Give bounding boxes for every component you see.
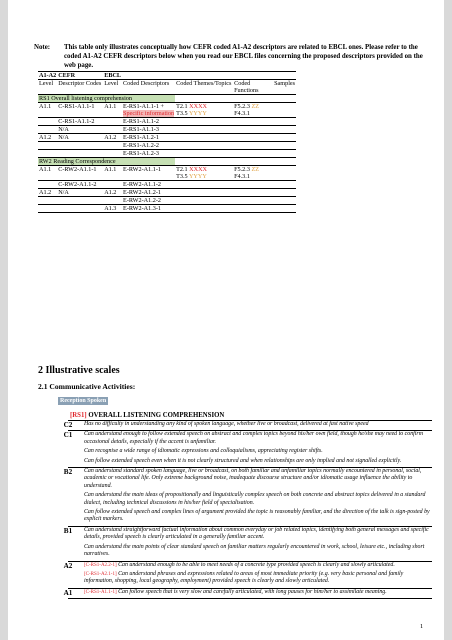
level-descriptors: [84, 527, 432, 559]
level-label: C2: [63, 421, 73, 429]
cell: C-RS1-A1.1-2: [58, 118, 95, 125]
cell: A1.2: [104, 189, 117, 196]
scale-row: [63, 421, 432, 431]
heading-communicative-activities: 2.1 Communicative Activities:: [38, 382, 136, 391]
level-descriptors: [84, 431, 432, 465]
section-heading: [70, 412, 224, 419]
cell-functions: [233, 103, 273, 118]
cell: E-RW2-A1.3-1: [123, 205, 162, 212]
coded-text: E-RS1-A1.1-1 +: [123, 103, 165, 110]
descriptor-text: Can understand the main ideas of propositionally and linguistically complex speech on both concrete and abstract topics delivered in a standard dialect, including technical discussions in his/her field of specialisation.: [84, 492, 426, 506]
theme-red: XXXX: [189, 166, 208, 173]
descriptor-item: [84, 562, 432, 569]
section-tag: [RS1]: [70, 412, 87, 419]
cell: E-RS1-A1.1-2: [123, 118, 159, 125]
descriptor-text: Has no difficulty in understanding any kind of spoken language, whether live or broadcast, delivered at fast native speed: [84, 421, 369, 427]
level-label: B1: [63, 526, 73, 535]
descriptor-item: [84, 492, 432, 507]
cell: A1.2: [39, 189, 52, 196]
descriptor-item: [84, 589, 432, 596]
level-label: A2: [63, 561, 73, 570]
sub-coded-desc: Coded Descriptors: [123, 80, 170, 87]
cell: C-RW2-A1.1-1: [58, 166, 97, 173]
theme-red: XXXX: [189, 103, 208, 110]
function: F4.3.1: [234, 173, 250, 180]
descriptor-scale-table: [63, 420, 432, 599]
descriptor-item: [84, 431, 432, 446]
hdr-a1a2: A1-A2: [39, 72, 57, 79]
descriptor-text: Can understand phrases and expressions related to areas of most immediate priority (e.g. very basic personal and family information, shopping, local geography, employment) provided speech is clearly and slowly articulated.: [84, 570, 404, 585]
function: F4.3.1: [234, 110, 250, 117]
theme: T3.5 YYYY: [176, 110, 207, 117]
cell: E-RW2-A1.2-2: [123, 197, 162, 204]
cell-themes: [175, 103, 233, 118]
section-rs1: RS1 Overall listening comprehension: [38, 95, 175, 103]
correspondence-table: [38, 71, 296, 213]
note-label: Note:: [34, 44, 51, 51]
descriptor-item: [84, 571, 432, 586]
cell: C-RS1-A1.1-1: [58, 103, 95, 110]
descriptor-code: [C-RS1-A1.1-1]: [84, 589, 117, 595]
function: F5.2.3 ZZ: [234, 103, 260, 110]
theme: T2.1 XXXX: [176, 103, 208, 110]
descriptor-item: [84, 448, 432, 455]
cell-themes: [175, 166, 233, 181]
cell: C-RW2-A1.1-2: [58, 181, 97, 188]
descriptor-item: [84, 509, 432, 524]
descriptor-code: [C-RS1-A2.2-1]: [84, 562, 117, 568]
section-title: OVERALL LISTENING COMPREHENSION: [88, 412, 225, 419]
level-descriptors: [84, 468, 432, 524]
descriptor-text: Can understand the main points of clear standard speech on familiar matters regularly encountered in work, school, leisure etc., including short narratives.: [84, 543, 425, 558]
cell: N/A: [58, 134, 69, 141]
cell: E-RW2-A1.1-2: [123, 181, 162, 188]
sub-coded-functions: Coded Functions: [234, 80, 259, 94]
cell: A1.2: [39, 134, 52, 141]
scale-row: [63, 468, 432, 527]
descriptor-text: Can follow extended speech and complex lines of argument provided the topic is reasonably familiar, and the direction of the talk is sign-posted by explicit markers.: [84, 509, 430, 523]
scale-row: [63, 526, 432, 562]
sub-samples: Samples: [274, 80, 296, 87]
sub-desc-codes: Descriptor Codes: [58, 80, 102, 87]
sub-coded-themes: Coded Themes/Topics: [176, 80, 232, 87]
cell: E-RS1-A1.2-2: [123, 142, 159, 149]
level-descriptors: [84, 421, 432, 428]
page-number: 1: [420, 623, 424, 630]
cell-coded: [122, 103, 175, 118]
descriptor-text: Can understand enough to follow extended speech on abstract and complex topics beyond his/her own field, though he/she may need to confirm occasional details, especially if the accent is unfamiliar.: [84, 431, 423, 445]
scale-row: [63, 431, 432, 468]
heading-illustrative-scales: 2 Illustrative scales: [38, 365, 120, 376]
descriptor-text: Can understand straightforward factual information about common everyday or job related topics, identifying both general messages and specific details, provided speech is clearly articulated in a generally familiar accent.: [84, 526, 429, 541]
cell: E-RS1-A1.2-3: [123, 150, 159, 157]
descriptor-item: [84, 527, 432, 542]
level-descriptors: [84, 589, 432, 596]
scale-row: [63, 588, 432, 599]
descriptor-item: [84, 468, 432, 490]
descriptor-text: Can follow extended speech even when it is not clearly structured and when relationships are only implied and not signalled explicitly.: [84, 457, 402, 464]
note-text: This table only illustrates conceptually how CEFR coded A1-A2 descriptors are related to EBCL ones. Please refer to the coded A1-A2 CEFR descriptors below when you read our EBCL files concerning the proposed descriptors provided on the web page.: [64, 44, 423, 69]
cell: E-RS1-A1.2-1: [123, 134, 159, 141]
cell: E-RW2-A1.1-1: [123, 166, 162, 173]
cell-functions: [233, 166, 273, 181]
cell: A1.1: [104, 166, 117, 173]
descriptor-item: [84, 458, 432, 465]
func-orange: ZZ: [251, 103, 260, 110]
document-page: [8, 0, 444, 640]
cell: A1.2: [104, 134, 117, 141]
cell: A1.3: [104, 205, 117, 212]
func-orange: ZZ: [251, 166, 260, 173]
descriptor-item: [84, 421, 432, 428]
descriptor-text: Can recognise a wide range of idiomatic expressions and colloquialisms, appreciating register shifts.: [84, 448, 323, 455]
descriptor-code: [C-RS1-A2.1-1]: [84, 571, 117, 577]
descriptor-text: Can follow speech that is very slow and carefully articulated, with long pauses for him/her to assimilate meaning.: [118, 588, 387, 595]
level-label: B2: [63, 468, 73, 477]
cell: E-RS1-A1.1-3: [123, 126, 159, 133]
theme: T2.1 XXXX: [176, 166, 208, 173]
theme-orange: YYYY: [188, 173, 207, 180]
cell: A1.1: [39, 103, 52, 110]
theme: T3.5 YYYY: [176, 173, 207, 180]
function: F5.2.3 ZZ: [234, 166, 260, 173]
section-rw2: RW2 Reading Correspondence: [38, 158, 175, 166]
level-label: C1: [63, 431, 73, 440]
descriptor-text: Can understand enough to be able to meet needs of a concrete type provided speech is clearly and slowly articulated.: [118, 561, 395, 568]
hdr-ebcl: EBCL: [104, 72, 122, 79]
cell: A1.1: [104, 103, 117, 110]
theme-orange: YYYY: [188, 110, 207, 117]
level-label: A1: [63, 588, 73, 597]
reception-spoken-label: Reception Spoken: [60, 398, 107, 404]
cell: E-RW2-A1.2-1: [123, 189, 162, 196]
level-descriptors: [84, 562, 432, 586]
cell: A1.1: [39, 166, 52, 173]
sub-level: Level: [39, 80, 54, 87]
specific-info-highlight: Specific information: [123, 110, 175, 117]
descriptor-item: [84, 544, 432, 559]
sub-level-ebcl: Level: [104, 80, 119, 87]
descriptor-text: Can understand standard spoken language, live or broadcast, on both familiar and unfamiliar topics normally encountered in personal, social, academic or vocational life. Only extreme background noise, inadequate discourse structure and/or idiomatic usage influence the ability to understand.: [84, 468, 422, 489]
cell: N/A: [58, 126, 69, 133]
cell: N/A: [58, 189, 69, 196]
scale-row: [63, 561, 432, 589]
hdr-cefr: CEFR: [58, 72, 76, 79]
